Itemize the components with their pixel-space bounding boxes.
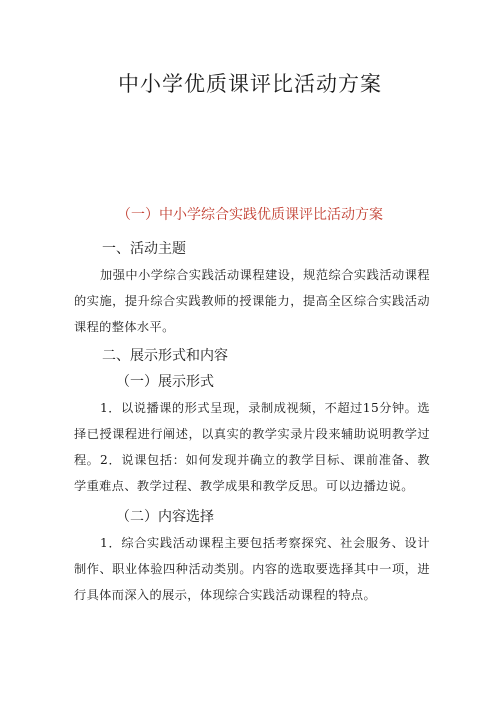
document-title: 中小学优质课评比活动方案 <box>118 72 382 96</box>
paragraph-theme: 加强中小学综合实践活动课程建设，规范综合实践活动课程的实施，提升综合实践教师的授课能力，提高全区综合实践活动课程的整体水平。 <box>74 268 430 334</box>
heading-activity-theme: 一、活动主题 <box>102 241 186 257</box>
paragraph-form-1: 1．以说播课的形式呈现，录制成视频，不超过15分钟。选择已授课程进行阐述，以真实的教学实录片段来辅助说明教学过程。 <box>74 401 430 467</box>
paragraph-form-2: 2．说课包括：如何发现并确立的教学目标、课前准备、教学重难点、教学过程、教学成果和教学反思。可以边播边说。 <box>74 453 430 493</box>
paragraph-content-1: 1．综合实践活动课程主要包括考察探究、社会服务、设计制作、职业体验四种活动类别。内容的选取要选择其中一项，进行具体而深入的展示，体现综合实践活动课程的特点。 <box>74 536 430 602</box>
subheading-display-form: （一）展示形式 <box>116 374 214 390</box>
section-title: （一）中小学综合实践优质课评比活动方案 <box>117 207 383 223</box>
subheading-content-selection: （二）内容选择 <box>116 509 214 525</box>
heading-display-form-content: 二、展示形式和内容 <box>102 348 228 364</box>
